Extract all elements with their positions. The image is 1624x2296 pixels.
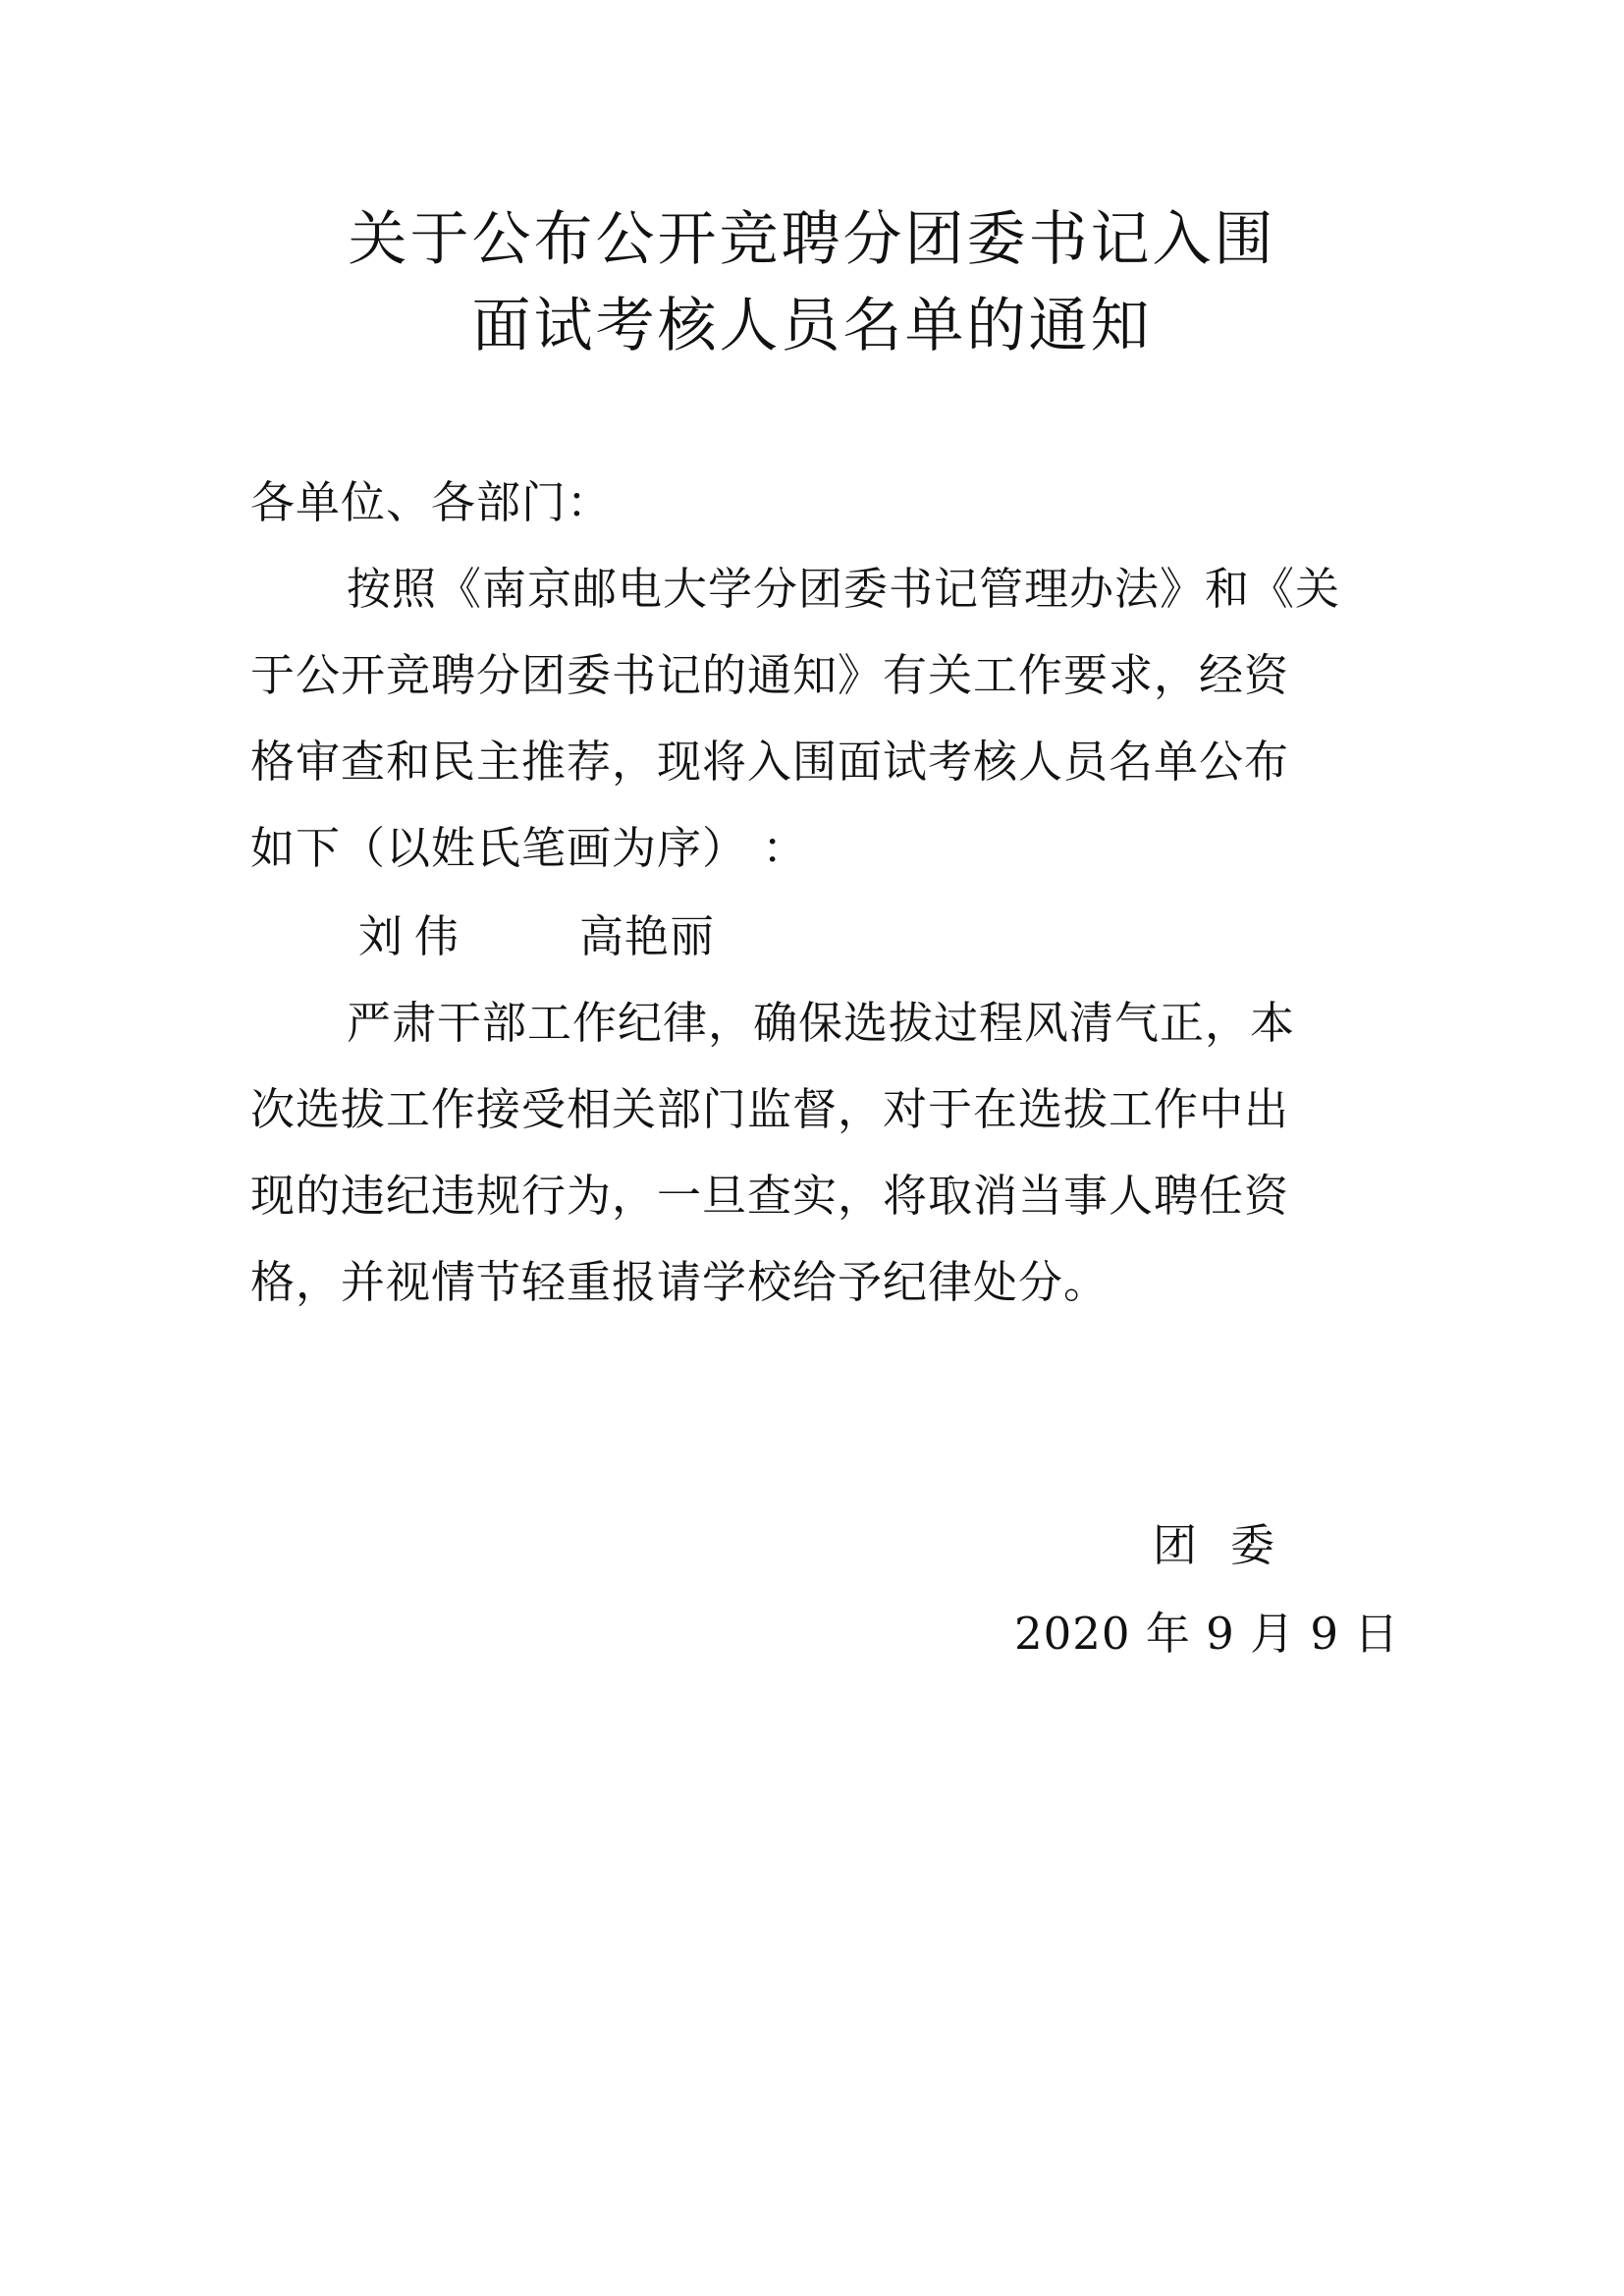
paragraph-1-line-1: 按照《南京邮电大学分团委书记管理办法》和《关 xyxy=(347,563,1341,615)
paragraph-2-line-3: 现的违纪违规行为，一旦查实，将取消当事人聘任资 xyxy=(250,1170,1290,1222)
salutation: 各单位、各部门： xyxy=(250,476,613,528)
candidate-name-2: 高艳丽 xyxy=(579,910,716,962)
paragraph-1-line-2: 于公开竞聘分团委书记的通知》有关工作要求，经资 xyxy=(250,649,1290,701)
paragraph-2-line-2: 次选拔工作接受相关部门监督，对于在选拔工作中出 xyxy=(250,1083,1290,1135)
signature-organization: 团委 xyxy=(1153,1519,1309,1571)
candidate-name-1: 刘伟 xyxy=(358,910,471,962)
signature-date: 2020 年 9 月 9 日 xyxy=(1014,1608,1400,1660)
paragraph-1-line-3: 格审查和民主推荐，现将入围面试考核人员名单公布 xyxy=(250,736,1290,788)
paragraph-2-line-4: 格，并视情节轻重报请学校给予纪律处分。 xyxy=(250,1256,1110,1308)
paragraph-2-line-1: 严肃干部工作纪律，确保选拔过程风清气正，本 xyxy=(347,997,1296,1049)
document-title-line-1: 关于公布公开竞聘分团委书记入围 xyxy=(348,205,1276,274)
document-title-line-2: 面试考核人员名单的通知 xyxy=(471,292,1153,360)
paragraph-1-line-4: 如下（以姓氏笔画为序） ： xyxy=(250,822,808,874)
